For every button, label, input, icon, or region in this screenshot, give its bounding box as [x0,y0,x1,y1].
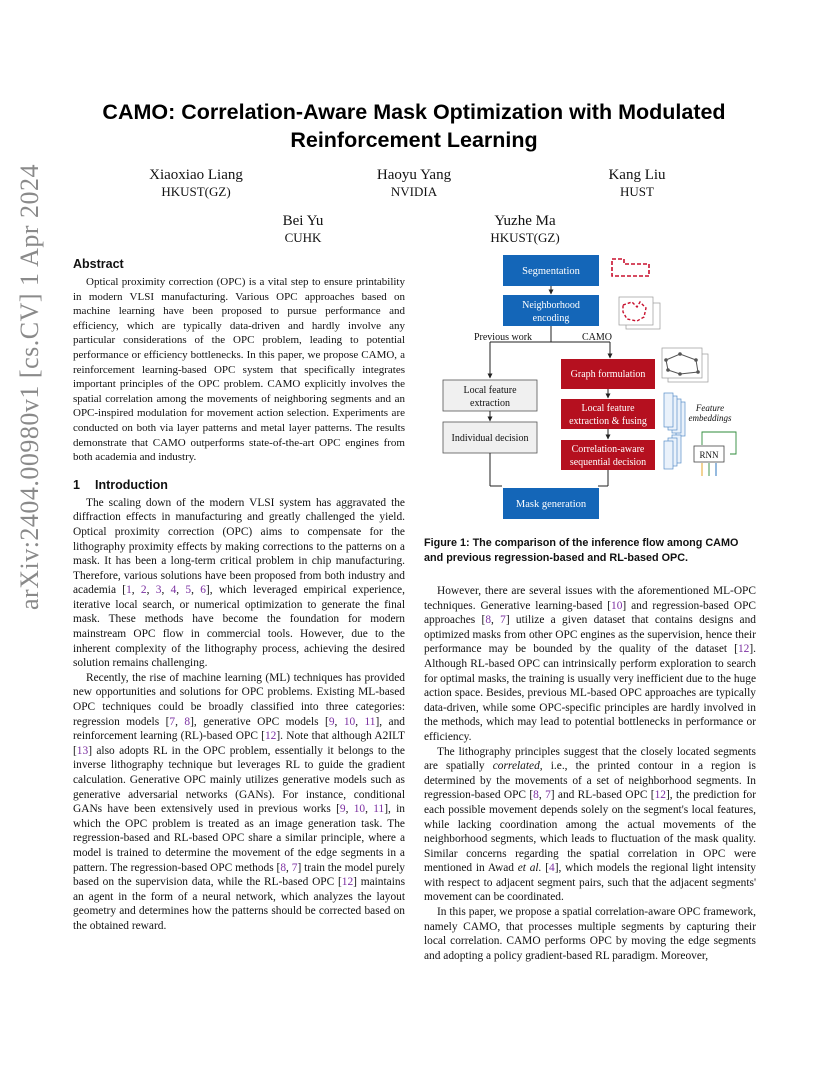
right-paragraph-3: In this paper, we propose a spatial correlation-aware OPC framework, namely CAMO, that processes multiple segments by capturing their local correlation. CAMO performs OPC by moving the edge segments and adopting a policy gradient-based RL paradigm. Moreover, [424,906,756,962]
segmentation-shape-icon [612,259,649,276]
section-number: 1 [73,477,80,492]
fusing-label-2: extraction & fusing [569,416,647,427]
rnn-label: RNN [699,450,719,460]
citation-link[interactable]: 7 [291,861,298,874]
segmentation-box [503,255,599,286]
camo-label: CAMO [581,332,613,343]
graph-pattern-icon [662,348,708,382]
citation-link[interactable]: 7 [545,789,551,802]
author-name: Kang Liu [608,167,666,183]
author-block [111,166,281,200]
abstract-heading: Abstract [73,257,124,271]
text: ] and RL-based OPC [ [550,789,655,802]
correlation-aware-decision-box [561,440,655,470]
feature-embeddings-stack [664,393,685,436]
intro-paragraph-1: The scaling down of the modern VLSI system has aggravated the diffraction effects in manufacturing and greatly challenged the yield. Optical proximity correction (OPC) aims to compensate for the lithography proximity effects by making corrections to the patterns on a mask. It has been a long-term critical problem in chip manufacturing. Therefore, various solutions have been proposed from both industry and academia [1, 2, 3, 4, 5, 6], which leveraged empirical experience, iterative local search, or numerical optimization to generate the final mask. These methods have become the foundation for modern mainstream OPC flow in commercial tools. However, due to the inherent complexity of the lithography process, achieving the desired solution remains challenging. [73,496,405,670]
citation-link[interactable]: 4 [170,584,177,597]
abstract-text: Optical proximity correction (OPC) is a vital step to ensure printability in modern VLSI manufacturing. Various OPC approaches based on machine learning have been proposed to pursue performance and efficiency, which are typically data-driven and hardly involve any particular considerations of the OPC problem, leading to potential performance or efficiency bottlenecks. In this paper, we propose CAMO, a reinforcement learning-based OPC system that specifically integrates important principles of the OPC problem. CAMO explicitly involves the spatial correlation among the movements of neighboring segments and an OPC-inspired modulation for movement action selection. Experiments are conducted on both via layer patterns and metal layer patterns. The results demonstrate that CAMO outperforms state-of-the-art OPC engines from both academia and industry. [73,276,405,464]
emphasis: et al. [517,862,542,875]
figure-caption: Figure 1: The comparison of the inference flow among CAMO and previous regression-based and RL-based OPC. [424,537,739,564]
citation-link[interactable]: 8 [533,789,539,802]
text: The lithography principles suggest that the closely located segments are spatially [424,745,756,773]
citation-link[interactable]: 5 [185,584,192,597]
citation-link[interactable]: 4 [549,862,555,875]
paper-title [60,98,768,154]
feature-fusing-box [561,399,655,429]
author-affiliation: HKUST(GZ) [161,184,231,199]
text: ], which leveraged empirical experience, iterative local search, or numerical optimization to generate the final mask. These methods have become the foundation for modern mainstream OPC flow in commercial tools. However, due to the inherent complexity of the lithography process, achieving the desired solution remains challenging. [73,584,405,670]
text: ], the prediction for each possible movement depends solely on the segment's local features, while lacking coordination among the actual movements of the neighborhood segments, which leads to fluctuation of the mask quality. Similar concerns regarding the spatial correlation in OPC were mentioned in Awad [424,789,756,875]
citation-link[interactable]: 8 [485,614,492,627]
author-affiliation: HUST [620,184,654,199]
citation-link[interactable]: 12 [264,730,277,743]
right-paragraph-1: However, there are several issues with the aforementioned ML-OPC techniques. Generative learning-based [10] and regression-based OPC approaches [8, 7] utilize a given dataset that contains designs and optimized masks from other OPC engines as the supervision, hence their performance may be bounded by the quality of the dataset [12]. Although RL-based OPC can intrinsically perform exploration to search for optimal masks, the training is usually very inefficient due to the huge action space. Besides, previous ML-based OPC approaches are typically data-driven, while some OPC-specific principles are hardly involved in the methods, which may lead to potential bottlenecks in performance or efficiency. [424,585,757,743]
citation-link[interactable]: 9 [339,803,346,816]
feature-embeddings-label-1: Feature [695,403,725,413]
previous-work-label: Previous work [473,332,533,343]
author-block [552,166,722,200]
citation-link[interactable]: 1 [126,584,132,597]
title-line-2: Reinforcement Learning [290,128,538,152]
emphasis: correlated [492,760,540,773]
feature-embeddings-label-2: embeddings [688,413,732,423]
citation-link[interactable]: 13 [76,744,89,757]
graph-formulation-box [561,359,655,389]
text: ] train the model purely based on the supervision data, while the RL-based OPC [ [73,861,405,889]
citation-link[interactable]: 9 [328,715,335,728]
citation-link[interactable]: 3 [155,584,162,597]
local-feature-label-2: extraction [470,398,510,409]
citation-link[interactable]: 11 [373,803,385,816]
text: ] also adopts RL in the OPC problem, essentially it belongs to the inverse lithography technique but leverages RL to guide the gradient calculation. Generative OPC mainly utilizes generative models such as generative adversarial networks (GANs). For instance, conditional GANs have been extensively used in previous works [ [73,744,405,816]
citation-link[interactable]: 7 [500,614,506,627]
introduction-heading [73,477,405,493]
text: The scaling down of the modern VLSI system has aggravated the diffraction effects in manufacturing and greatly challenged the yield. Optical proximity correction (OPC) aims to compensate for the lithography proximity effects by making corrections to the patterns on a mask. It has been a long-term critical problem in chip manufacturing. Therefore, various solutions have been proposed from both industry and academia [ [73,496,405,597]
author-name: Bei Yu [282,213,324,229]
arxiv-identifier-stamp: arXiv:2404.00980v1 [cs.CV] 1 Apr 2024 [15,163,44,610]
author-block [440,212,610,246]
local-feature-extraction-box [443,380,537,411]
author-affiliation: CUHK [284,230,322,245]
author-affiliation: NVIDIA [390,184,438,199]
text: Recently, the rise of machine learning (ML) techniques has provided new opportunities and solutions for OPC problems. Existing ML-based OPC techniques could be broadly classified into three categories: regression models [ [73,671,405,728]
text: ], in which the OPC problem is treated as an image generation task. The regression-based and RL-based OPC share a similar principle, where a model is trained to determine the movement of the edge segments in a pattern. The regression-based OPC methods [ [73,803,406,874]
text: However, there are several issues with the aforementioned ML-OPC techniques. Generative learning-based [ [424,585,756,612]
author-name: Xiaoxiao Liang [149,167,243,183]
citation-link[interactable]: 12 [341,876,354,889]
text: ], which models the regional light intensity with respect to adjacent segment pairs, such that the adjacent segments' movement can be coordinated. [424,862,756,904]
author-name: Haoyu Yang [376,167,452,183]
text: ]. Note that although A2ILT [ [73,730,405,757]
neighborhood-label-2: encoding [532,313,570,324]
left-column [73,256,405,934]
right-column [424,584,756,963]
figure-1-inference-flow [440,250,760,530]
text: ] utilize a given dataset that contains designs and optimized masks from other OPC engines as the supervision, hence their performance may be bounded by the quality of the dataset [ [424,614,757,656]
individual-decision-box [443,422,537,453]
citation-link[interactable]: 2 [140,584,147,597]
citation-link[interactable]: 8 [184,715,191,728]
neighborhood-label-1: Neighborhood [522,300,580,311]
author-name: Yuzhe Ma [494,213,556,229]
rnn-module-icon [664,432,736,476]
text: [ [541,862,549,875]
graph-formulation-label: Graph formulation [570,369,646,380]
correlation-label-2: sequential decision [569,457,647,468]
neighborhood-encoding-box [503,295,599,326]
citation-link[interactable]: 10 [611,599,623,612]
text: , i.e., the printed contour in a region is determined by the movements of a set of neighborhood segments. In regression-based OPC [ [424,760,756,802]
text: ], generative OPC models [ [190,715,329,728]
citation-link[interactable]: 10 [353,803,366,816]
author-affiliation: HKUST(GZ) [490,230,560,245]
title-line-1: CAMO: Correlation-Aware Mask Optimization with Modulated [102,100,726,124]
correlation-label-1: Correlation-aware [571,444,645,455]
fusing-label-1: Local feature [581,403,635,414]
citation-link[interactable]: 6 [200,584,206,597]
citation-link[interactable]: 11 [364,715,376,728]
section-title: Introduction [95,477,168,492]
individual-decision-label: Individual decision [451,433,529,444]
citation-link[interactable]: 12 [737,643,750,656]
mask-generation-box [503,488,599,519]
author-block [329,166,499,200]
text: ]. Although RL-based OPC can intrinsically perform exploration to search for optimal masks, the training is usually very inefficient due to the huge action space. Besides, previous ML-based OPC approaches are typically data-driven, while some OPC-specific principles are hardly involved in the methods, which may lead to potential bottlenecks in performance or efficiency. [424,643,756,743]
citation-link[interactable]: 12 [654,789,666,802]
right-paragraph-2: The lithography principles suggest that the closely located segments are spatially correlated, i.e., the printed contour in a region is determined by the movements of a set of neighborhood segments. In regression-based OPC [8, 7] and RL-based OPC [12], the prediction for each possible movement depends solely on the segment's local features, while lacking coordination among the actual movements of the neighborhood segments, which leads to fluctuation of the mask quality. Similar concerns regarding the spatial correlation in OPC were mentioned in Awad et al. [4], which models the regional light intensity with respect to adjacent segment pairs, such that the adjacent segments' movement can be coordinated. [424,745,756,904]
intro-paragraph-2: Recently, the rise of machine learning (ML) techniques has provided new opportunities and solutions for OPC problems. Existing ML-based OPC techniques could be broadly classified into three categories: regression models [7, 8], generative OPC models [9, 10, 11], and reinforcement learning (RL)-based OPC [12]. Note that although A2ILT [13] also adopts RL in the OPC problem, essentially it belongs to the inverse lithography technique but leverages RL to guide the gradient calculation. Generative OPC mainly utilizes generative models such as generative adversarial networks (GANs). For instance, conditional GANs have been extensively used in previous works [9, 10, 11], in which the OPC problem is treated as an image generation task. The regression-based and RL-based OPC share a similar principle, where a model is trained to determine the movement of the edge segments in a pattern. The regression-based OPC methods [8, 7] train the model purely based on the supervision data, while the RL-based OPC [12] maintains an agent in the form of a neural network, which analyzes the layout geometry and determines how the patterns should be corrected based on the obtained reward. [73,671,406,932]
segmentation-label: Segmentation [522,266,580,277]
text: ] and regression-based OPC approaches [ [424,599,756,627]
local-feature-label-1: Local feature [463,385,517,396]
neighborhood-pattern-icon [619,297,660,329]
text: ] maintains an agent in the form of a neural network, which analyzes the layout geometry and determines how the patterns should be corrected based on the obtained reward. [73,876,406,932]
mask-generation-label: Mask generation [515,499,587,510]
citation-link[interactable]: 10 [343,715,356,728]
citation-link[interactable]: 7 [169,715,176,728]
text: ], and reinforcement learning (RL)-based OPC [ [73,715,405,743]
citation-link[interactable]: 8 [280,861,287,874]
author-block [218,212,388,246]
